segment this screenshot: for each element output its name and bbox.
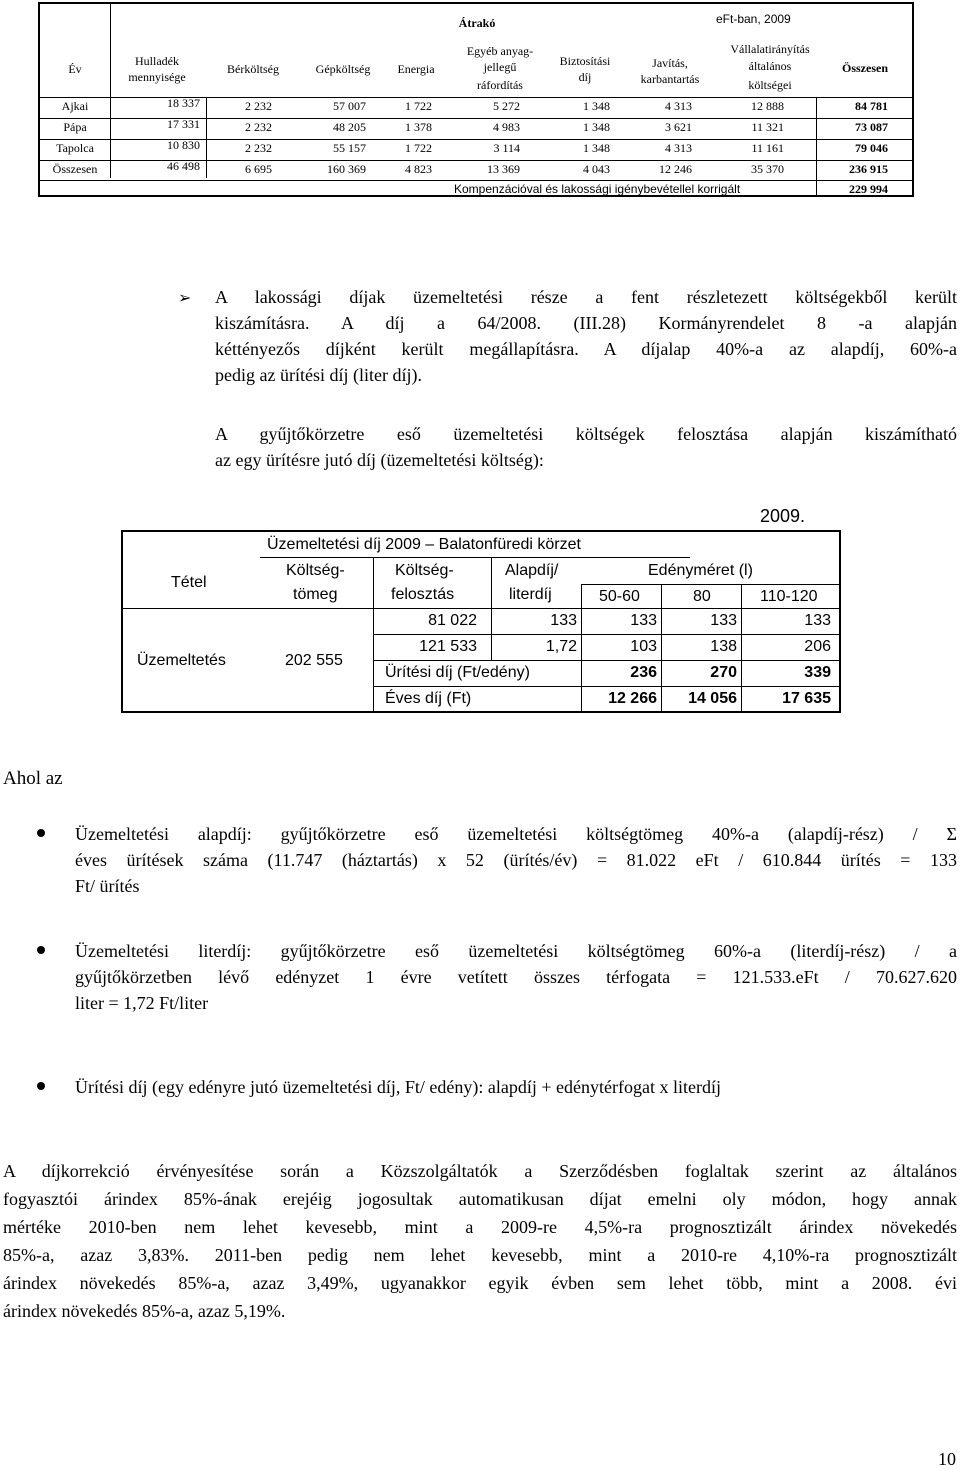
col-divider <box>110 4 111 178</box>
line <box>373 660 839 661</box>
bullet-uritesi <box>75 1074 957 1100</box>
cell-energia: 4 823 <box>405 162 432 176</box>
liter-felosztas: 121 533 <box>419 638 477 655</box>
header-alapdij-2: literdíj <box>509 586 552 603</box>
alap-v2: 133 <box>710 612 737 629</box>
alap-felosztas: 81 022 <box>428 612 477 629</box>
cell-ber: 6 695 <box>245 162 272 176</box>
para1-line-3: kéttényezős díjként került megállapításra. A díjalap 40%-a az alapdíj, 60%-a <box>215 339 957 359</box>
eves-v2: 14 056 <box>688 690 737 707</box>
bullet1-line-2: éves ürítések száma (11.747 (háztartás) x 52 (ürítés/év) = 81.022 eFt / 610.844 ürítés = 133 <box>75 850 957 870</box>
page-number: 10 <box>938 1449 956 1469</box>
header-biztositasi-1: Biztosítási <box>559 54 611 68</box>
line <box>661 584 662 711</box>
col-divider <box>816 97 817 197</box>
cell-ossz: 236 915 <box>849 162 888 176</box>
line <box>260 557 690 558</box>
bullet1-line-1: Üzemeltetési alapdíj: gyűjtőkörzetre eső üzemeltetési költségtömeg 40%-a (alapdíj-rész) / Σ <box>75 824 957 844</box>
header-koltsegtomeg-1: Költség- <box>286 562 345 579</box>
currency-note: eFt-ban, 2009 <box>716 12 791 26</box>
cell-jav: 4 313 <box>665 99 692 113</box>
cell-hulladek: 10 830 <box>167 138 200 152</box>
cell-name: Összesen <box>52 162 98 176</box>
bullet-alapdij <box>75 821 957 899</box>
uritesi-v1: 236 <box>630 664 657 681</box>
cell-bizt: 1 348 <box>583 141 610 155</box>
para2-line-2: az egy ürítésre jutó díj (üzemeltetési költség): <box>215 450 544 470</box>
eves-label: Éves díj (Ft) <box>385 690 472 707</box>
header-hulladek-1: Hulladék <box>135 54 179 68</box>
kompenzacio-value: 229 994 <box>849 182 888 196</box>
alap-v1: 133 <box>630 612 657 629</box>
header-egyeb-3: ráfordítás <box>477 78 523 92</box>
header-tetel: Tétel <box>171 574 207 591</box>
final-line-5: árindex növekedés 85%-a, azaz 3,49%, ugyanakkor egyik évben sem lehet több, mint a 2008. évi <box>3 1273 957 1293</box>
cell-ber: 2 232 <box>245 99 272 113</box>
cell-bizt: 1 348 <box>583 99 610 113</box>
line <box>373 686 839 687</box>
alap-v3: 133 <box>804 612 831 629</box>
cell-energia: 1 378 <box>405 120 432 134</box>
bullet2-line-1: Üzemeltetési literdíj: gyűjtőkörzetre eső üzemeltetési költségtömeg 60%-a (literdíj-rész) / a <box>75 941 957 961</box>
size-110-120: 110-120 <box>760 588 818 605</box>
header-koltsegfelosztas-2: felosztás <box>391 586 455 603</box>
line <box>373 557 374 711</box>
total-koltsegtomeg: 202 555 <box>285 652 343 669</box>
uritesi-label: Ürítési díj (Ft/edény) <box>385 664 530 681</box>
line <box>581 584 839 585</box>
header-berkoltseg: Bérköltség <box>227 62 279 76</box>
cell-egyeb: 3 114 <box>493 141 520 155</box>
para1-line-1: A lakossági díjak üzemeltetési része a fent részletezett költségekből került <box>215 287 957 307</box>
bullet-icon <box>37 1082 45 1090</box>
line <box>741 584 742 711</box>
cell-egyeb: 4 983 <box>493 120 520 134</box>
header-energia: Energia <box>397 62 435 76</box>
header-hulladek-2: mennyisége <box>128 70 186 84</box>
cell-vall: 11 161 <box>751 141 784 155</box>
header-javitas-1: Javítás, <box>652 56 688 70</box>
alap-dij: 133 <box>550 612 577 629</box>
header-javitas-2: karbantartás <box>640 72 700 86</box>
size-80: 80 <box>693 588 711 605</box>
cell-gep: 55 157 <box>333 141 366 155</box>
ahol-az: Ahol az <box>3 768 63 789</box>
liter-v3: 206 <box>804 638 831 655</box>
cell-jav: 12 246 <box>659 162 692 176</box>
header-egyeb-1: Egyéb anyag- <box>466 44 534 58</box>
header-atrako: Átrakó <box>458 16 496 30</box>
header-vallalat-1: Vállalatirányítás <box>730 42 810 56</box>
header-edenymeret: Edényméret (l) <box>648 562 753 579</box>
arrow-right-icon: ➢ <box>178 288 192 307</box>
liter-v2: 138 <box>710 638 737 655</box>
cell-vall: 12 888 <box>751 99 784 113</box>
para2-line-1: A gyűjtőkörzetre eső üzemeltetési költségek felosztása alapján kiszámítható <box>215 424 957 444</box>
cell-name: Tapolca <box>56 141 94 155</box>
cell-energia: 1 722 <box>405 99 432 113</box>
cell-ber: 2 232 <box>245 120 272 134</box>
bullet2-line-2: gyűjtőkörzetben lévő edényzet 1 évre vetített összes térfogata = 121.533.eFt / 70.627.620 <box>75 967 957 987</box>
para1-line-2: kiszámításra. A díj a 64/2008. (III.28) Kormányrendelet 8 -a alapján <box>215 313 957 333</box>
header-vallalat-3: költségei <box>748 78 792 92</box>
bullet-icon <box>37 829 45 837</box>
final-line-4: 85%-a, azaz 3,83%. 2011-ben pedig nem lehet kevesebb, mint a 2010-re 4,10%-ra prognosztizált <box>3 1245 957 1265</box>
bullet2-line-3: liter = 1,72 Ft/liter <box>75 993 209 1013</box>
final-line-2: fogyasztói árindex 85%-ának erejéig jogosultak automatikusan díjat emelni oly módon, hogy annak <box>3 1189 957 1209</box>
header-koltsegfelosztas-1: Költség- <box>395 562 454 579</box>
cell-name: Pápa <box>63 120 87 134</box>
header-koltsegtomeg-2: tömeg <box>293 586 338 603</box>
cell-ossz: 79 046 <box>855 141 888 155</box>
cell-jav: 4 313 <box>665 141 692 155</box>
cell-bizt: 1 348 <box>583 120 610 134</box>
bullet3-line-1: Ürítési díj (egy edényre jutó üzemeltetési díj, Ft/ edény): alapdíj + edénytérfogat x literdíj <box>75 1077 721 1097</box>
cell-hulladek: 17 331 <box>167 117 200 131</box>
cell-ber: 2 232 <box>245 141 272 155</box>
line <box>581 584 582 711</box>
header-vallalat-2: általános <box>748 59 792 73</box>
bullet-literdij <box>75 938 957 1016</box>
para1-line-4: pedig az ürítési díj (liter díj). <box>215 365 422 385</box>
paragraph-dijak <box>215 284 957 388</box>
paragraph-gyujtokorzet <box>215 421 957 473</box>
header-biztositasi-2: díj <box>578 70 592 84</box>
uritesi-v3: 339 <box>804 664 831 681</box>
header-egyeb-2: jellegű <box>483 60 517 74</box>
cell-ossz: 84 781 <box>855 99 888 113</box>
cell-hulladek: 46 498 <box>167 159 200 173</box>
final-line-6: árindex növekedés 85%-a, azaz 5,19%. <box>3 1301 286 1321</box>
bullet1-line-3: Ft/ ürítés <box>75 876 140 896</box>
eves-v1: 12 266 <box>608 690 657 707</box>
cell-hulladek: 18 337 <box>167 96 200 110</box>
row-uzemeltetes: Üzemeltetés <box>137 652 226 669</box>
paragraph-dijkorrekcio <box>3 1157 957 1325</box>
uritesi-v2: 270 <box>710 664 737 681</box>
eves-v3: 17 635 <box>782 690 831 707</box>
cell-jav: 3 621 <box>665 120 692 134</box>
cost-table <box>38 2 914 197</box>
col-divider <box>206 97 207 178</box>
table2-year: 2009. <box>760 506 806 526</box>
bullet-icon <box>37 946 45 954</box>
line <box>123 608 839 609</box>
cell-gep: 160 369 <box>327 162 366 176</box>
header-osszesen: Összesen <box>842 61 888 75</box>
liter-dij: 1,72 <box>545 638 577 655</box>
line <box>373 634 839 635</box>
final-line-3: mértéke 2010-ben nem lehet kevesebb, mint a 2009-re 4,5%-ra prognosztizált árindex növekedés <box>3 1217 957 1237</box>
header-gepkoltseg: Gépköltség <box>315 62 371 76</box>
line <box>491 557 492 660</box>
cell-gep: 57 007 <box>333 99 366 113</box>
fee-table <box>121 530 841 713</box>
cell-name: Ajkai <box>61 99 89 113</box>
header-ev: Év <box>68 62 82 76</box>
cell-vall: 11 321 <box>751 120 784 134</box>
cell-energia: 1 722 <box>405 141 432 155</box>
header-alapdij-1: Alapdíj/ <box>505 562 559 579</box>
cell-egyeb: 13 369 <box>487 162 520 176</box>
row-divider <box>40 180 912 181</box>
cell-vall: 35 370 <box>751 162 784 176</box>
final-line-1: A díjkorrekció érvényesítése során a Közszolgáltatók a Szerződésben foglaltak szerint az általános <box>3 1161 957 1181</box>
size-50-60: 50-60 <box>599 588 640 605</box>
cell-ossz: 73 087 <box>855 120 888 134</box>
cell-gep: 48 205 <box>333 120 366 134</box>
cell-egyeb: 5 272 <box>493 99 520 113</box>
kompenzacio-label: Kompenzációval és lakossági igénybevétellel korrigált <box>454 182 741 196</box>
table2-title: Üzemeltetési díj 2009 – Balatonfüredi körzet <box>267 536 581 553</box>
cell-bizt: 4 043 <box>583 162 610 176</box>
liter-v1: 103 <box>630 638 657 655</box>
